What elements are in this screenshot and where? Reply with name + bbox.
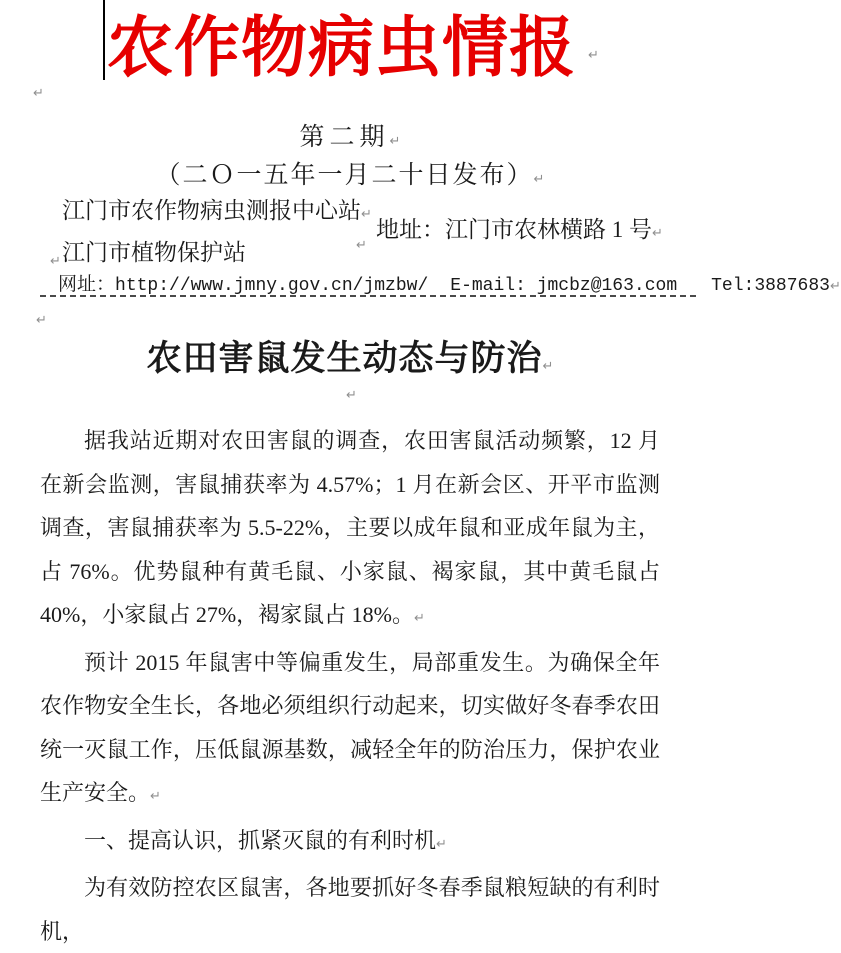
paragraph-measures bbox=[40, 866, 660, 953]
email: E-mail: jmcbz@163.com bbox=[450, 276, 678, 296]
paragraph-mark-icon: ↵ bbox=[542, 359, 554, 374]
paragraph-survey-text: 据我站近期对农田害鼠的调查，农田害鼠活动频繁，12 月在新会监测，害鼠捕获率为 4.57%；1 月在新会区、开平市监测调查，害鼠捕获率为 5.5-22%，主要以成年鼠和亚成年鼠为主，占 76%。优势鼠种有黄毛鼠、小家鼠、褐家鼠，其中黄毛鼠占 40%，小家鼠占 27%，褐家鼠占 18%。 bbox=[40, 428, 660, 627]
publisher-address bbox=[376, 211, 663, 244]
publisher-org-1-text: 江门市农作物病虫测报中心站 bbox=[62, 198, 361, 223]
telephone: Tel:3887683 bbox=[711, 276, 830, 296]
paragraph-mark-icon: ↵ bbox=[361, 207, 372, 222]
paragraph-mark-icon: ↵ bbox=[436, 836, 447, 852]
website-url: http://www.jmny.gov.cn/jmzbw/ bbox=[115, 276, 429, 296]
publisher-address-text: 地址：江门市农林横路 1 号 bbox=[376, 217, 652, 242]
release-date: （二Ｏ一五年一月二十日发布） bbox=[155, 162, 534, 189]
issue-number: 第二期 bbox=[299, 124, 390, 151]
paragraph-mark-icon: ↵ bbox=[346, 388, 357, 403]
paragraph-mark-icon: ↵ bbox=[150, 789, 161, 804]
article-title-text: 农田害鼠发生动态与防治 bbox=[146, 339, 543, 378]
paragraph-forecast-text: 预计 2015 年鼠害中等偏重发生，局部重发生。为确保全年农作物安全生长，各地必须组织行动起来，切实做好冬春季农田统一灭鼠工作，压低鼠源基数，减轻全年的防治压力，保护农业生产安全。 bbox=[40, 649, 660, 805]
website-label: 网址： bbox=[58, 274, 116, 295]
paragraph-mark-icon: ↵ bbox=[829, 279, 841, 294]
masthead-title: 农作物病虫情报 bbox=[107, 12, 576, 85]
paragraph-mark-icon: ↵ bbox=[588, 48, 599, 63]
paragraph-forecast bbox=[40, 641, 660, 819]
section-heading-1 bbox=[40, 819, 660, 867]
section-heading-1-text: 一、提高认识，抓紧灭鼠的有利时机 bbox=[84, 827, 437, 853]
paragraph-mark-icon: ↵ bbox=[413, 611, 425, 626]
paragraph-mark-icon: ↵ bbox=[389, 134, 401, 149]
paragraph-mark-icon: ↵ bbox=[33, 86, 44, 101]
contact-line bbox=[58, 269, 841, 296]
release-date-line bbox=[0, 155, 700, 191]
paragraph-mark-icon: ↵ bbox=[36, 313, 47, 328]
paragraph-mark-icon: ↵ bbox=[50, 254, 61, 269]
paragraph-measures-text: 为有效防控农区鼠害，各地要抓好冬春季鼠粮短缺的有利时机， bbox=[40, 875, 660, 944]
paragraph-mark-icon: ↵ bbox=[356, 238, 367, 253]
issue-number-line bbox=[0, 117, 700, 153]
paragraph-survey bbox=[40, 419, 660, 641]
publisher-org-1 bbox=[62, 192, 372, 225]
publisher-org-2 bbox=[62, 234, 246, 267]
article-title bbox=[0, 331, 700, 381]
paragraph-mark-icon: ↵ bbox=[533, 172, 545, 187]
paragraph-mark-icon: ↵ bbox=[652, 226, 663, 241]
header-divider bbox=[40, 295, 696, 297]
publisher-org-2-text: 江门市植物保护站 bbox=[62, 240, 246, 265]
article-body bbox=[40, 419, 660, 953]
masthead-left-border bbox=[103, 0, 105, 80]
